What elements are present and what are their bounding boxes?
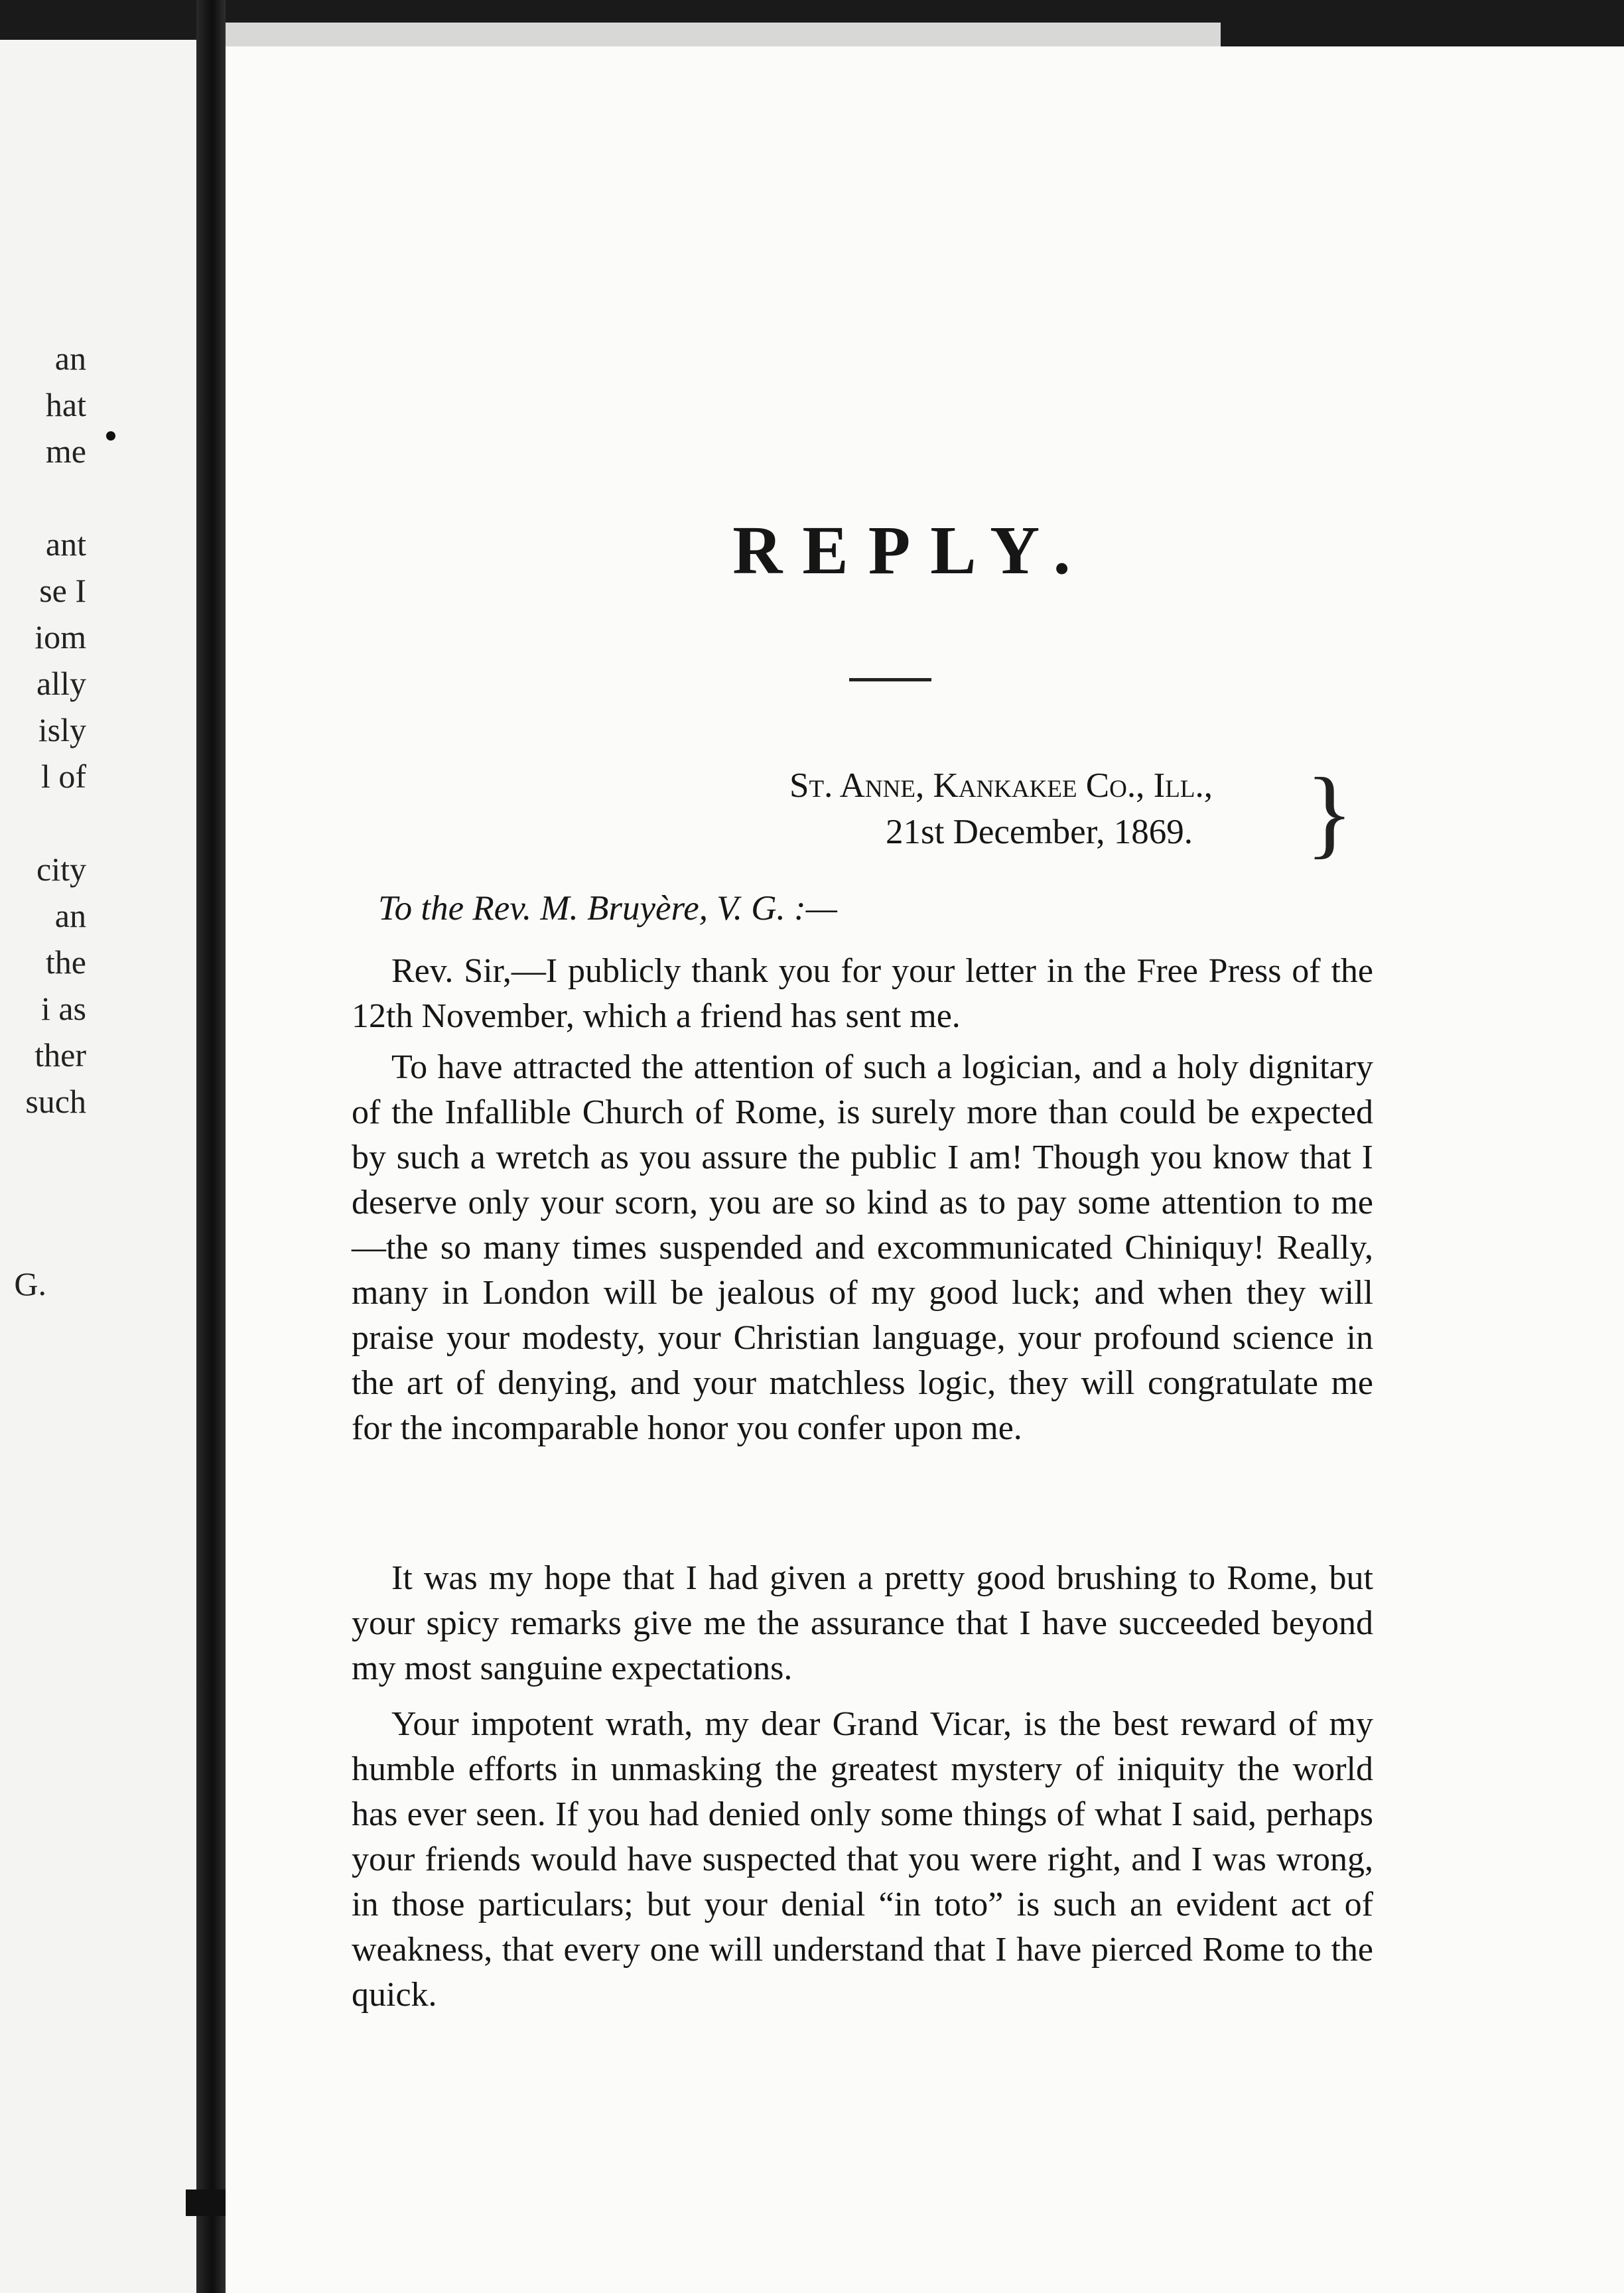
- left-page-line: city: [36, 851, 86, 888]
- left-page-line: i as: [40, 990, 86, 1027]
- paragraph: To have attracted the attention of such a logician, and a holy dignitary of the Infallible Church of Rome, is surely more than could be expected by such a wretch as you assure the public I am! Though you know that I deserve only your scorn, you are so kind as to pay some attention to me—the so many times suspended and excommunicated Chiniquy! Really, many in London will be jealous of my good luck; and when they will praise your modesty, your Christian language, your profound science in the art of denying, and your matchless logic, they will congratulate me for the incomparable honor you confer upon me.: [352, 1048, 1373, 1447]
- left-page-line: an: [54, 897, 86, 934]
- salutation: To the Rev. M. Bruyère, V. G. :—: [378, 889, 837, 928]
- left-page-line: se I: [39, 572, 86, 609]
- left-page-line: ally: [36, 665, 86, 702]
- dateline-brace: }: [1306, 758, 1353, 868]
- left-page-line: l of: [40, 758, 86, 795]
- spine-clip: [186, 2189, 226, 2216]
- ink-dot: [106, 431, 115, 441]
- paragraph: Your impotent wrath, my dear Grand Vicar, is the best reward of my humble efforts in unmasking the greatest mystery of iniquity the world has ever seen. If you had denied only some things of what I said, perhaps your friends would have suspected that you were right, and I was wrong, in those particulars; but your denial “in toto” is such an evident act of weakness, that every one will understand that I have pierced Rome to the quick.: [352, 1705, 1373, 2014]
- left-page-fragment: [0, 40, 199, 2293]
- page-title: REPLY.: [732, 512, 1091, 589]
- left-page-line: G.: [14, 1265, 46, 1302]
- left-page-line: ther: [34, 1036, 86, 1074]
- dateline-date: 21st December, 1869.: [886, 813, 1193, 851]
- book-spine: [196, 0, 226, 2293]
- left-page-line: the: [45, 943, 86, 981]
- left-page-line: isly: [38, 711, 86, 748]
- left-page-line: hat: [45, 386, 86, 423]
- left-page-line: an: [54, 340, 86, 377]
- title-rule: [849, 678, 931, 681]
- left-page-line: such: [25, 1083, 86, 1120]
- left-page-line: ant: [45, 525, 86, 563]
- left-page-line: iom: [34, 618, 86, 656]
- left-page-line: me: [45, 433, 86, 470]
- dateline-place: St. Anne, Kankakee Co., Ill.,: [789, 766, 1213, 805]
- paragraph: Rev. Sir,—I publicly thank you for your letter in the Free Press of the 12th November, which a friend has sent me.: [352, 952, 1373, 1035]
- paragraph: It was my hope that I had given a pretty good brushing to Rome, but your spicy remarks give me the assurance that I have succeeded beyond my most sanguine expectations.: [352, 1559, 1373, 1687]
